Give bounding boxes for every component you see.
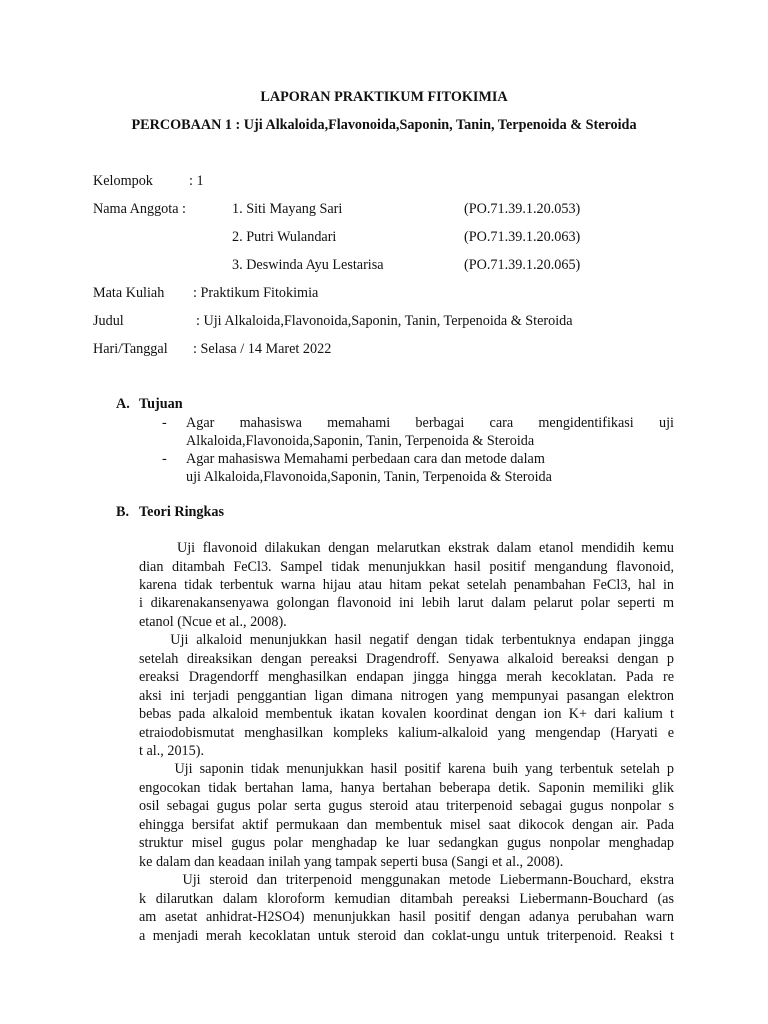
member-nim: (PO.71.39.1.20.063): [464, 229, 581, 245]
bullet-text-line: uji Alkaloida,Flavonoida,Saponin, Tanin, Terpenoida & Steroida: [186, 469, 552, 485]
theory-line: setelah direaksikan dengan pereaksi Dragendroff. Senyawa alkaloid bereaksi dengan p: [139, 650, 674, 667]
kelompok-value: : 1: [189, 173, 204, 189]
member-nim: (PO.71.39.1.20.053): [464, 201, 581, 217]
tanggal-label: Hari/Tanggal: [93, 341, 168, 357]
theory-line: k dilarutkan dalam kloroform kemudian ditambah pereaksi Liebermann-Bouchard (as: [139, 890, 674, 907]
theory-line: Uji flavonoid dilakukan dengan melarutkan ekstrak dalam etanol mendidih kemu: [139, 540, 674, 556]
theory-line: osil sebagai gugus polar serta gugus steroid atau triterpenoid sebagai gugus nonpolar s: [139, 798, 674, 815]
theory-line: ke dalam dan keadaan inilah yang tampak seperti busa (Sangi et al., 2008).: [139, 853, 564, 870]
kelompok-label: Kelompok: [93, 173, 153, 189]
bullet-text-line: Agar mahasiswa Memahami perbedaan cara dan metode dalam: [186, 451, 545, 467]
judul-label: Judul: [93, 313, 124, 329]
theory-line: Uji steroid dan triterpenoid menggunakan metode Liebermann-Bouchard, ekstra: [139, 872, 674, 889]
anggota-label: Nama Anggota :: [93, 201, 186, 217]
theory-line: Uji saponin tidak menunjukkan hasil positif karena buih yang terbentuk setelah p: [139, 761, 674, 778]
member-name: 2. Putri Wulandari: [232, 229, 337, 245]
theory-line: etraiodobismutat menghasilkan kompleks kalium-alkaloid yang mengendap (Haryati e: [139, 724, 674, 741]
report-title: LAPORAN PRAKTIKUM FITOKIMIA: [260, 89, 508, 105]
theory-line: aksi ini terjadi penggantian ligan dimana nitrogen yang mempunyai pasangan elektron: [139, 687, 674, 704]
theory-line: dian ditambah FeCl3. Sampel tidak menunjukkan hasil positif mengandung flavonoid,: [139, 558, 674, 575]
member-nim: (PO.71.39.1.20.065): [464, 257, 581, 273]
member-name: 3. Deswinda Ayu Lestarisa: [232, 257, 384, 273]
bullet-dash: -: [162, 451, 167, 467]
theory-line: am asetat anhidrat-H2SO4) menunjukkan hasil positif dengan adanya perubahan warn: [139, 909, 674, 925]
theory-line: karena tidak terbentuk warna hijau atau hitam pekat setelah penambahan FeCl3, hal in: [139, 576, 674, 593]
bullet-dash: -: [162, 415, 167, 431]
member-name: 1. Siti Mayang Sari: [232, 201, 343, 217]
matkul-value: : Praktikum Fitokimia: [193, 285, 319, 301]
judul-value: : Uji Alkaloida,Flavonoida,Saponin, Tanin, Terpenoida & Steroida: [196, 313, 573, 329]
theory-line: a menjadi merah kecoklatan untuk steroid dan coklat-ungu untuk triterpenoid. Reaksi t: [139, 927, 674, 944]
bullet-text-line: Alkaloida,Flavonoida,Saponin, Tanin, Terpenoida & Steroida: [186, 433, 535, 449]
matkul-label: Mata Kuliah: [93, 285, 165, 301]
section-b-heading: Teori Ringkas: [139, 504, 225, 520]
theory-line: ereaksi Dragendorff menghasilkan endapan jingga hingga merah kecoklatan. Pada re: [139, 669, 674, 686]
section-b-letter: B.: [116, 504, 130, 520]
tanggal-value: : Selasa / 14 Maret 2022: [193, 341, 332, 357]
bullet-text-line: Agar mahasiswa memahami berbagai cara mengidentifikasi uji: [186, 415, 674, 431]
theory-line: struktur misel gugus polar menghadap ke luar sedangkan gugus nonpolar menghadap: [139, 835, 674, 852]
theory-line: bebas pada alkaloid membentuk ikatan kovalen koordinat dengan ion K+ dari kalium t: [139, 706, 674, 722]
theory-line: ehingga bersifat aktif permukaan dan membentuk misel saat dikocok dengan air. Pada: [139, 816, 674, 833]
theory-line: etanol (Ncue et al., 2008).: [139, 613, 287, 630]
theory-line: Uji alkaloid menunjukkan hasil negatif dengan tidak terbentuknya endapan jingga: [139, 632, 674, 649]
theory-line: engocokan tidak bertahan lama, hanya bertahan beberapa detik. Saponin memiliki glik: [139, 779, 674, 796]
section-a-letter: A.: [116, 396, 130, 412]
experiment-subtitle: PERCOBAAN 1 : Uji Alkaloida,Flavonoida,Saponin, Tanin, Terpenoida & Steroida: [131, 117, 637, 133]
theory-line: t al., 2015).: [139, 743, 205, 759]
theory-line: i dikarenakansenyawa golongan flavonoid ini lebih larut dalam pelarut polar seperti m: [139, 595, 674, 612]
section-a-heading: Tujuan: [139, 396, 183, 412]
